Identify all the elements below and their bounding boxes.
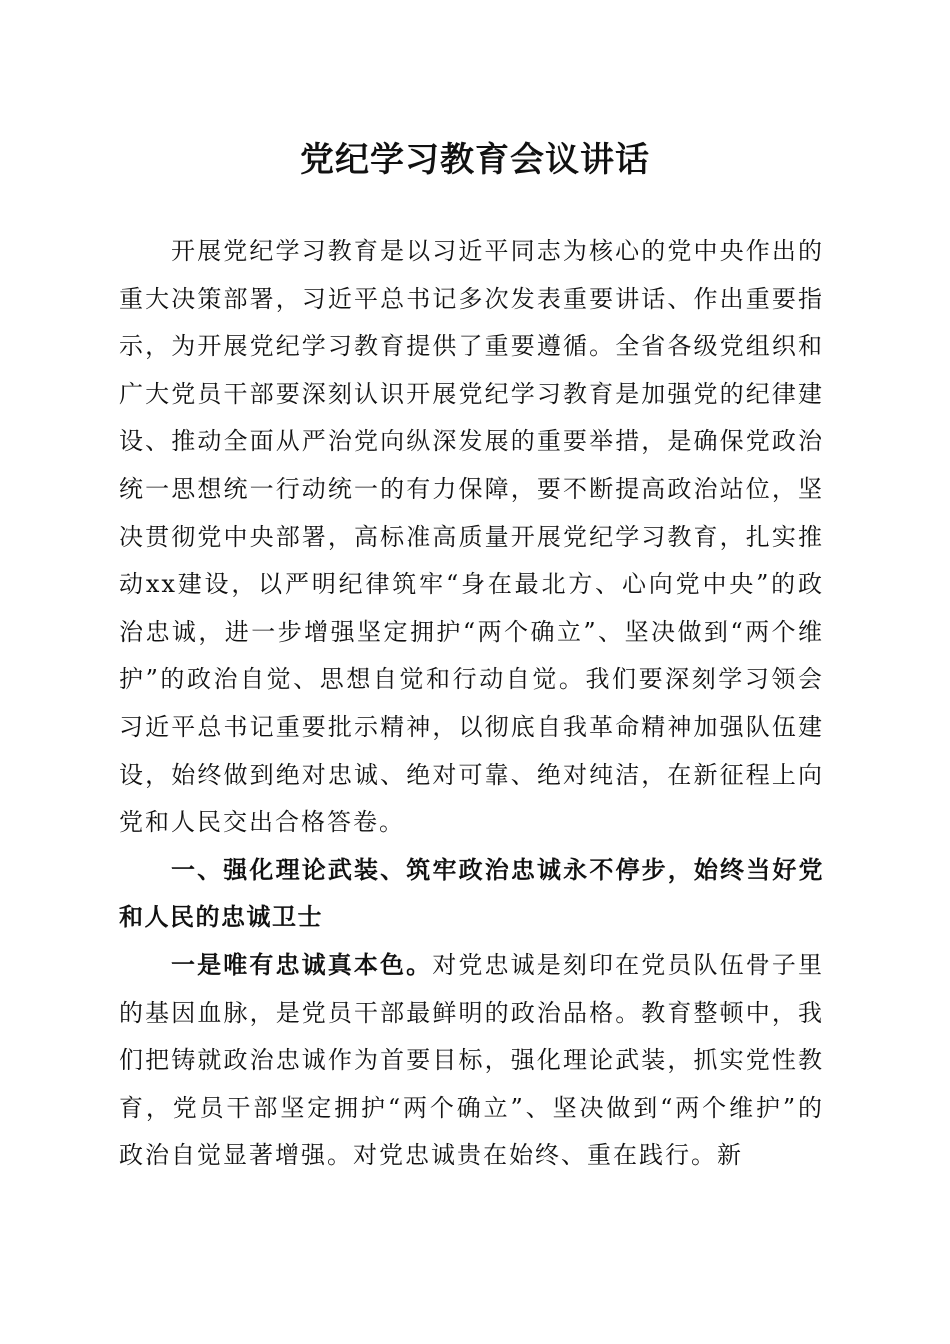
- document-body: [119, 228, 824, 1180]
- paragraph-lead-phrase: 一是唯有忠诚真本色。: [171, 950, 433, 979]
- section-heading-1: 一、强化理论武装、筑牢政治忠诚永不停步，始终当好党和人民的忠诚卫士: [119, 855, 824, 932]
- intro-paragraph: 开展党纪学习教育是以习近平同志为核心的党中央作出的重大决策部署，习近平总书记多次发表重要讲话、作出重要指示，为开展党纪学习教育提供了重要遵循。全省各级党组织和广大党员干部要深刻认识开展党纪学习教育是加强党的纪律建设、推动全面从严治党向纵深发展的重要举措，是确保党政治统一思想统一行动统一的有力保障，要不断提高政治站位，坚决贯彻党中央部署，高标准高质量开展党纪学习教育，扎实推动xx建设，以严明纪律筑牢“身在最北方、心向党中央”的政治忠诚，进一步增强坚定拥护“两个确立”、坚决做到“两个维护”的政治自觉、思想自觉和行动自觉。我们要深刻学习领会习近平总书记重要批示精神，以彻底自我革命精神加强队伍建设，始终做到绝对忠诚、绝对可靠、绝对纯洁，在新征程上向党和人民交出合格答卷。: [119, 237, 824, 837]
- paragraph-text: 对党忠诚是刻印在党员队伍骨子里的基因血脉，是党员干部最鲜明的政治品格。教育整顿中，我们把铸就政治忠诚作为首要目标，强化理论武装，抓实党性教育，党员干部坚定拥护“两个确立”、坚决做到“两个维护”的政治自觉显著增强。对党忠诚贵在始终、重在践行。新: [119, 950, 824, 1170]
- section-1-paragraph: [119, 942, 824, 1180]
- document-title: 党纪学习教育会议讲话: [300, 140, 650, 180]
